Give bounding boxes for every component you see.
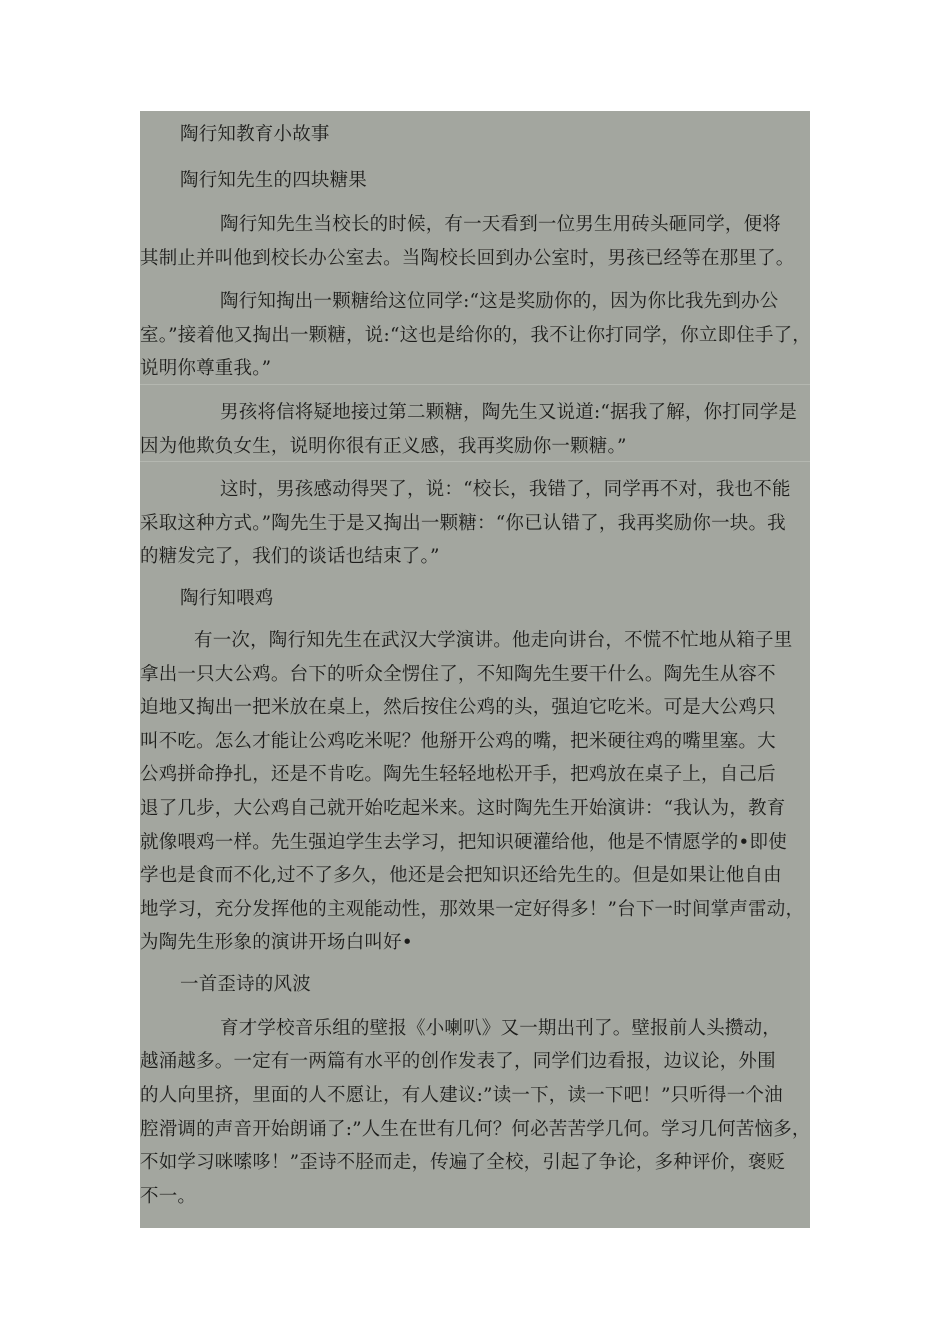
text-line: 的人向里挤，里面的人不愿让，有人建议:”读一下，读一下吧！”只听得一个油 xyxy=(140,1085,783,1107)
text-line: 陶行知先生当校长的时候，有一天看到一位男生用砖头砸同学，便将 xyxy=(220,214,782,235)
text-line: 室。”接着他又掏出一颗糖，说:“这也是给你的，我不让你打同学，你立即住手了， xyxy=(140,324,812,346)
text-line: 有一次，陶行知先生在武汉大学演讲。他走向讲台，不慌不忙地从箱子里 xyxy=(194,629,793,651)
text-line: 说明你尊重我。” xyxy=(140,358,272,380)
text-line: 陶行知掏出一颗糖给这位同学:“这是奖励你的，因为你比我先到办公 xyxy=(220,291,779,313)
story3-paragraph xyxy=(140,1012,820,1214)
text-line: 其制止并叫他到校长办公室去。当陶校长回到办公室时，男孩已经等在那里了。 xyxy=(140,247,795,269)
story1-paragraph-4 xyxy=(140,473,820,574)
story1-paragraph-3 xyxy=(140,396,820,463)
text-line: 迫地又掏出一把米放在桌上，然后按住公鸡的头，强迫它吃米。可是大公鸡只 xyxy=(140,697,776,719)
text-line: 地学习，充分发挥他的主观能动性，那效果一定好得多！”台下一时间掌声雷动， xyxy=(140,898,805,920)
text-line: 退了几步，大公鸡自己就开始吃起米来。这时陶先生开始演讲：“我认为，教育 xyxy=(140,797,786,819)
text-line: 因为他欺负女生，说明你很有正义感，我再奖励你一颗糖。” xyxy=(140,435,627,457)
text-line: 学也是食而不化,过不了多久，他还是会把知识还给先生的。但是如果让他自由 xyxy=(140,865,782,887)
story1-heading: 陶行知先生的四块糖果 xyxy=(180,170,368,191)
text-line: 育才学校音乐组的壁报《小喇叭》又一期出刊了。壁报前人头攒动， xyxy=(220,1017,782,1039)
story1-paragraph-1 xyxy=(140,208,820,275)
document-title: 陶行知教育小故事 xyxy=(180,124,330,145)
text-line: 拿出一只大公鸡。台下的听众全愣住了，不知陶先生要干什么。陶先生从容不 xyxy=(140,663,776,685)
story3-heading: 一首歪诗的风波 xyxy=(180,973,311,995)
text-line: 为陶先生形象的演讲开场白叫好• xyxy=(140,932,413,954)
document-content xyxy=(140,118,820,1213)
story2-paragraph xyxy=(140,624,820,960)
text-line: 采取这种方式。”陶先生于是又掏出一颗糖：“你已认错了，我再奖励你一块。我 xyxy=(140,512,786,534)
text-line: 越涌越多。一定有一两篇有水平的创作发表了，同学们边看报，边议论，外围 xyxy=(140,1051,776,1073)
text-line: 公鸡拼命挣扎，还是不肯吃。陶先生轻轻地松开手，把鸡放在桌子上，自己后 xyxy=(140,764,776,786)
text-line: 不如学习咪嗦哆！”歪诗不胫而走，传遍了全校，引起了争论，多种评价，褒贬 xyxy=(140,1152,786,1174)
text-line: 这时，男孩感动得哭了，说：“校长，我错了，同学再不对，我也不能 xyxy=(220,479,791,501)
story1-paragraph-2 xyxy=(140,285,820,386)
text-line: 男孩将信将疑地接过第二颗糖，陶先生又说道:“据我了解，你打同学是 xyxy=(220,401,798,423)
text-line: 的糖发完了，我们的谈话也结束了。” xyxy=(140,546,440,568)
text-line: 就像喂鸡一样。先生强迫学生去学习，把知识硬灌给他，他是不情愿学的•即使 xyxy=(140,831,787,853)
text-line: 腔滑调的声音开始朗诵了:”人生在世有几何？何必苦苦学几何。学习几何苦恼多， xyxy=(140,1118,811,1140)
text-line: 不一。 xyxy=(140,1185,197,1207)
text-line: 叫不吃。怎么才能让公鸡吃米呢？他掰开公鸡的嘴，把米硬往鸡的嘴里塞。大 xyxy=(140,730,776,752)
story2-heading: 陶行知喂鸡 xyxy=(180,587,274,609)
